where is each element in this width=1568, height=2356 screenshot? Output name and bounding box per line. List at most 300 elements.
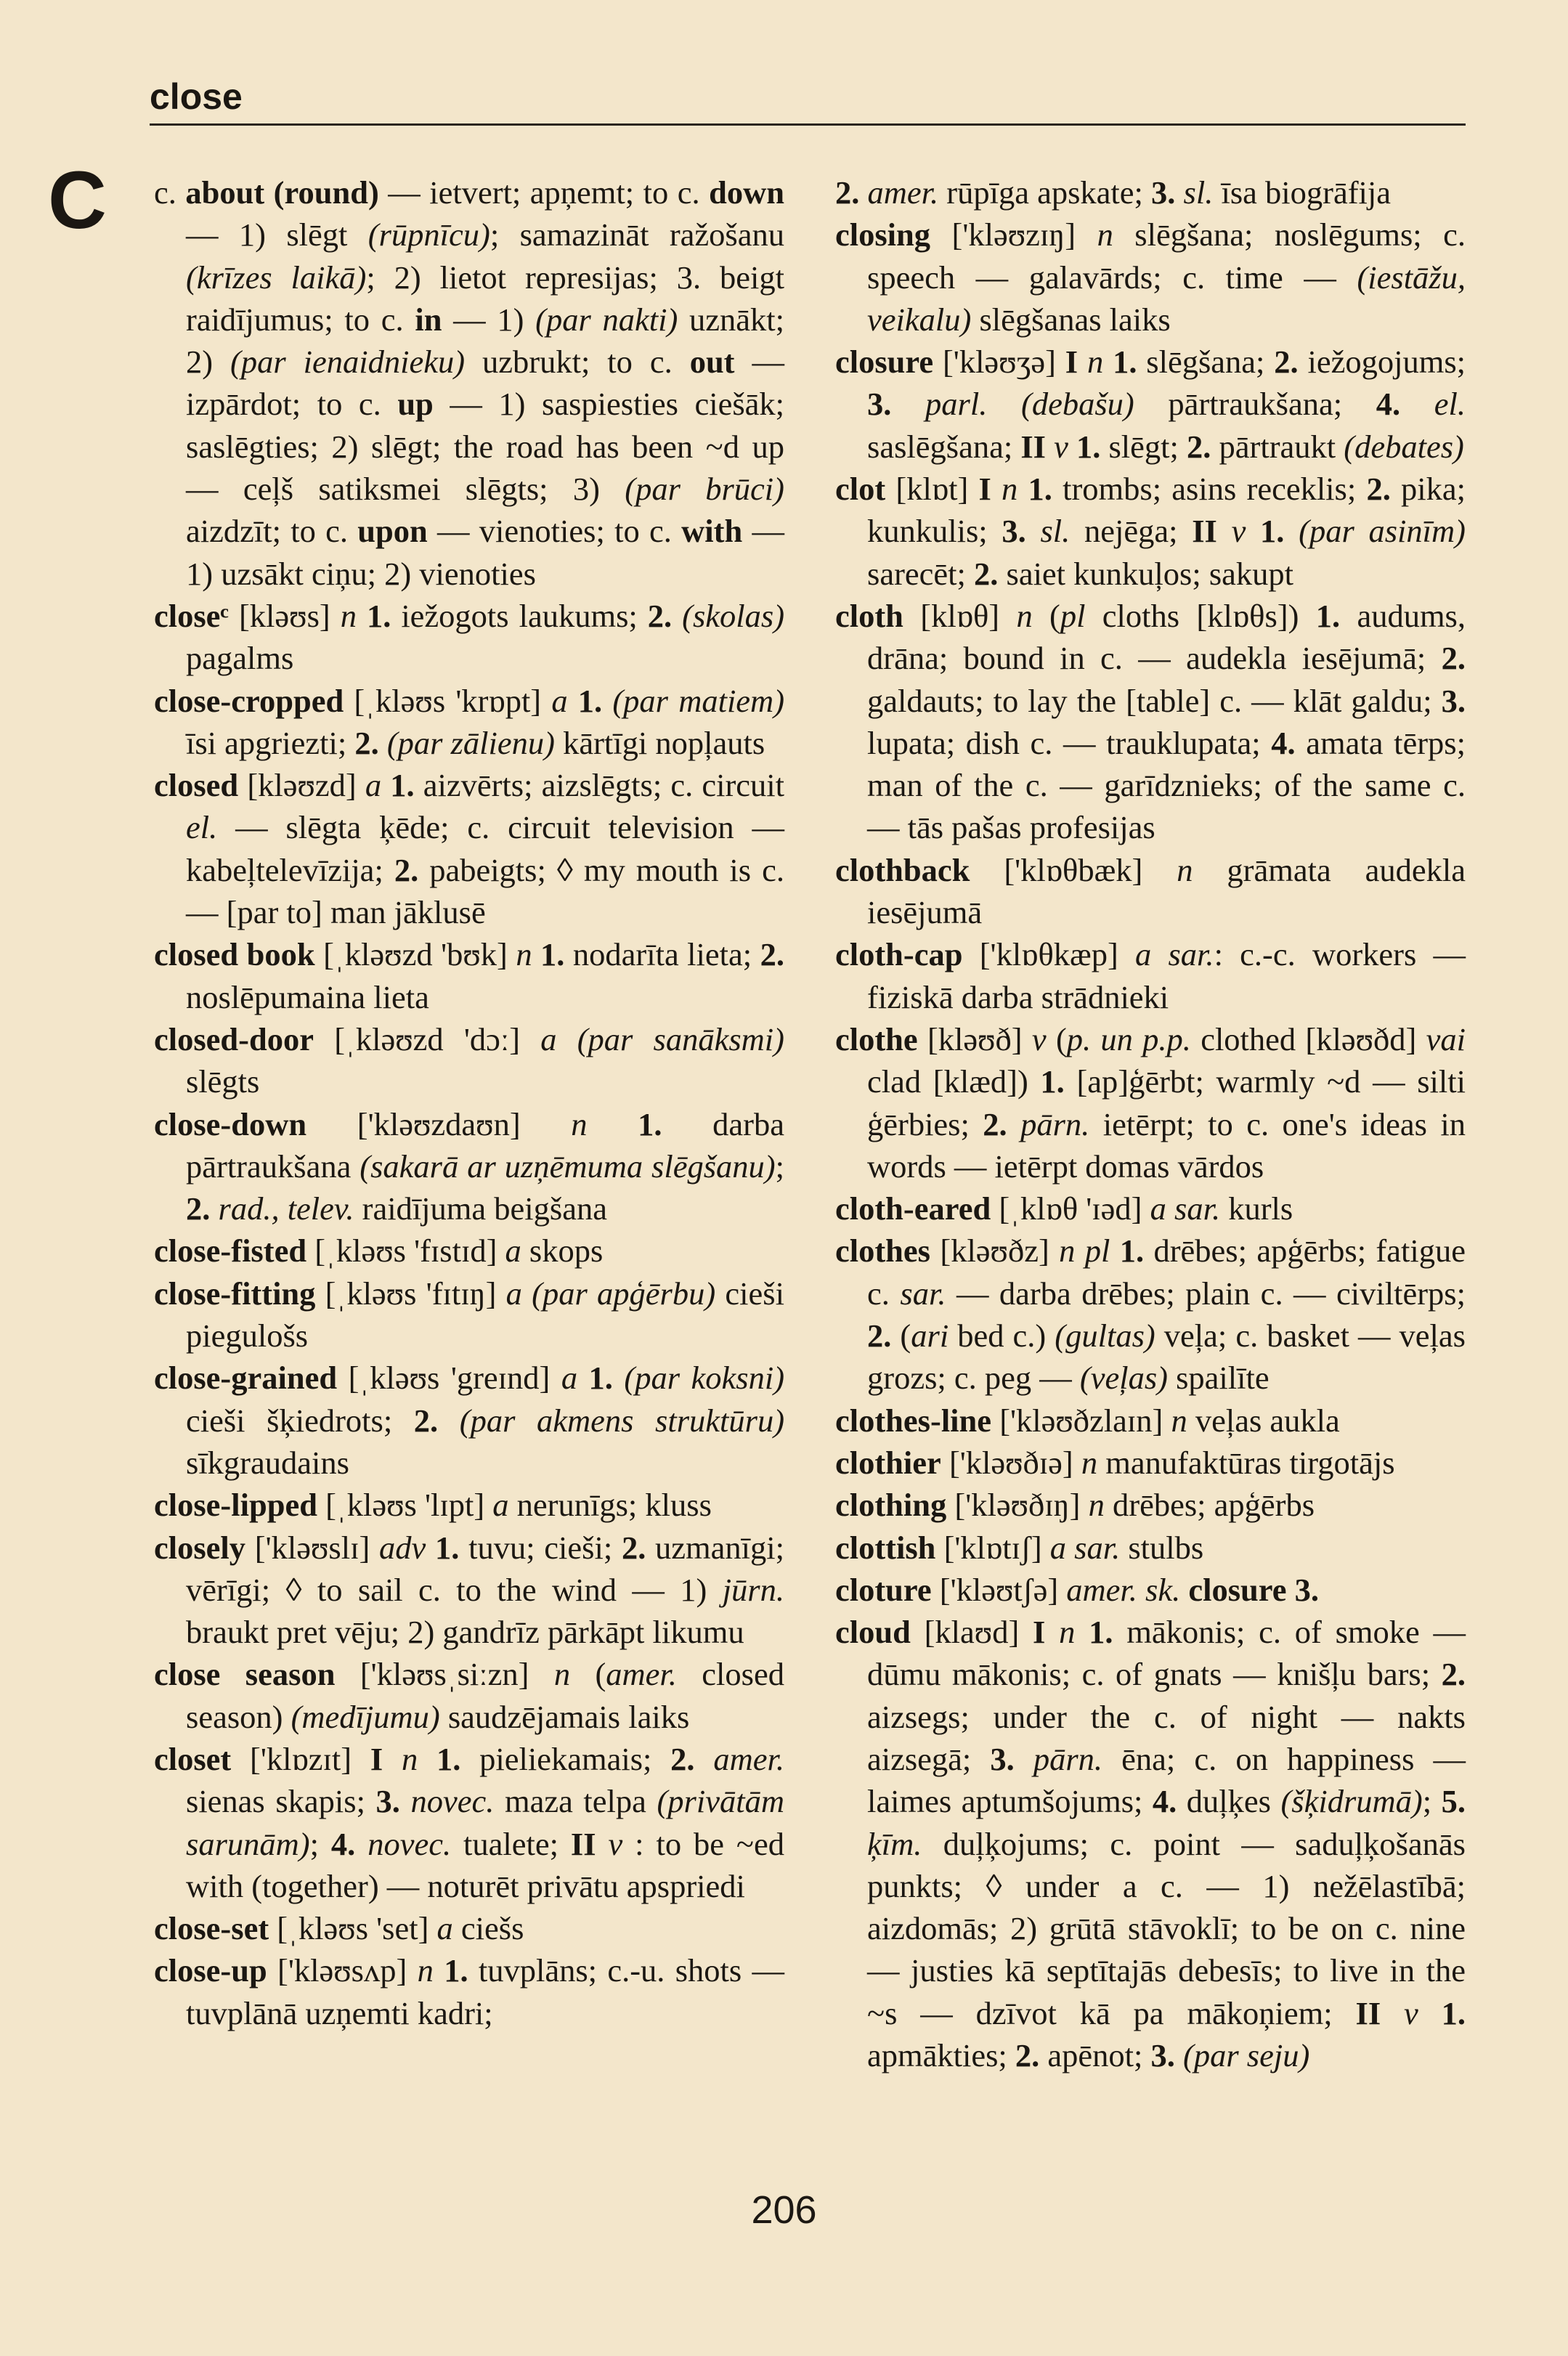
entry-text [1180,1572,1188,1608]
entry-text: rūpīga apskate; [938,174,1152,211]
dictionary-entry [154,680,784,765]
entry-label: a (par apģērbu) [505,1275,716,1312]
entry-label: (par nakti) [535,301,678,338]
entry-text: ['kləʊðɪŋ] [946,1487,1089,1524]
entry-text [400,1783,411,1819]
entry-text: ['kləʊsʌp] [267,1952,418,1989]
left-column [154,171,784,2034]
entry-text: aizsegs; under the c. of night — nakts aizsegā; [867,1698,1466,1777]
entry-text: ietērpt; to c. one's ideas in words — ietērpt domas vārdos [867,1105,1466,1185]
entry-headword: close-up [154,1952,267,1989]
entry-text [383,1741,402,1777]
dictionary-entry [835,171,1466,214]
entry-text [1046,428,1054,465]
entry-headword: close season [154,1656,336,1693]
entry-headword: clothes [835,1232,931,1270]
entry-label: (par asinīm) [1299,513,1466,550]
entry-label: pārn. [1033,1740,1103,1777]
entry-label: amer. [606,1656,677,1693]
entry-label: (skolas) [682,597,785,634]
sense-marker: 3. [375,1783,400,1820]
entry-label: n [1088,1487,1105,1524]
entry-label: novec. [410,1783,495,1820]
sense-marker: 2. [394,851,419,888]
dictionary-entry [835,1230,1466,1399]
dictionary-entry [835,933,1466,1018]
entry-text [355,1826,367,1862]
sense-marker: 2. [983,1105,1007,1142]
entry-label: n [1171,1402,1187,1439]
entry-text: ['kləʊslɪ] [245,1529,379,1566]
entry-text: nejēga; [1070,513,1193,550]
entry-label: n [1059,1614,1076,1651]
entry-label: (iestāžu, veikalu) [867,259,1466,338]
entry-text: [ˌkləʊs 'lɪpt] [317,1487,493,1524]
dictionary-entry [835,214,1466,341]
entry-text [1103,344,1113,380]
entry-text: darba pārtraukšana [186,1105,785,1185]
entry-label: amer. [867,174,939,211]
dictionary-entry [154,1357,784,1484]
entry-text [1381,1995,1404,2031]
entry-text: ['kləʊzɪŋ] [930,216,1097,253]
entry-label: n [1086,344,1104,381]
entry-text: sienas skapis; [186,1783,376,1820]
entry-headword: clot [835,471,886,508]
dictionary-entry [154,1230,784,1272]
dictionary-entry [154,595,784,680]
entry-label: sar. [900,1275,946,1312]
sense-marker: 1. [577,682,603,719]
entry-text: noslēpumaina lieta [186,978,429,1015]
dictionary-entry [154,1272,784,1357]
entry-text: [klaʊd] [910,1614,1033,1651]
entry-label: (par seju) [1183,2037,1310,2074]
entry-text [695,1741,714,1777]
entry-headword: clothier [835,1444,941,1481]
entry-text: lupata; dish c. — trauklupata; [867,724,1272,761]
entry-label: sl. [1183,174,1214,211]
entry-label: vai [1426,1020,1466,1057]
entry-label: amer. [713,1740,784,1777]
sense-marker: 1. [444,1952,468,1989]
sense-marker: 1. [1441,1994,1466,2031]
entry-label: (debates) [1344,428,1464,465]
entry-text: : to be ~ed with (together) — noturēt privātu apspriedi [186,1825,785,1904]
entry-text: pārtraukt [1211,428,1344,465]
entry-text: : c.-c. workers — fiziskā darba strādnieki [867,936,1466,1015]
entry-text [1017,471,1028,507]
entry-label: n [1081,1444,1098,1481]
sense-marker: 2. [670,1740,695,1777]
entry-headword: close-lipped [154,1487,317,1524]
entry-text: nerunīgs; kluss [508,1487,712,1524]
entry-text [568,683,578,719]
sense-marker: 1. [1076,428,1101,465]
entry-text: pika; kunkulis; [867,471,1466,550]
sense-marker: 1. [588,1360,613,1397]
sense-marker: down [709,174,784,211]
entry-headword: cloture [835,1571,932,1608]
sense-marker: 1. [1089,1614,1113,1651]
entry-text [1110,1232,1119,1269]
entry-text [1026,513,1041,549]
entry-label: (par akmens struktūru) [459,1402,785,1439]
entry-text: [ˌkləʊs 'krɒpt] [344,682,552,719]
entry-text: ciešs [452,1910,524,1947]
entry-label: ari [911,1317,949,1354]
entry-text: slēgšanas laiks [971,301,1171,338]
entry-text: clothed [kləʊðd] [1190,1020,1426,1057]
entry-text: amata tērps; man of the c. — garīdznieks; of the same c. — tās pašas profesijas [867,724,1466,846]
entry-text: ; [309,1825,331,1862]
entry-headword: closet [154,1740,232,1777]
entry-text: [kləʊðz] [930,1232,1060,1270]
entry-text [438,1402,460,1439]
entry-text: ['klɒθbæk] [970,851,1177,888]
entry-text: īsi apgriezti; [186,724,355,761]
entry-label: n [1016,597,1033,634]
sense-marker: 1. [366,597,391,634]
entry-label: el. [1434,386,1466,423]
entry-label: a [505,1232,521,1270]
entry-text [1068,428,1076,465]
entry-label: a [551,682,568,719]
entry-headword: close-down [154,1105,307,1142]
entry-text: pabeigts; ◊ my mouth is c. — [par to] man jāklusē [186,851,784,931]
entry-text: iežogots laukums; [391,597,648,634]
entry-text: aizdzīt; to c. [186,513,358,550]
entry-text [602,683,612,719]
entry-text: saudzējamais laiks [439,1698,690,1735]
entry-label: n [417,1952,434,1989]
sense-marker: 2. [1366,471,1391,508]
dictionary-entry [835,1527,1466,1569]
entry-label: (veļas) [1079,1360,1168,1397]
entry-text: ['kləʊzdaʊn] [306,1105,572,1142]
entry-text [418,1741,436,1777]
entry-text: drēbes; apģērbs; fatigue c. [867,1232,1466,1312]
entry-headword: clothes-line [835,1402,992,1439]
dictionary-entry [835,468,1466,595]
entry-text: — ietvert; apņemt; to c. [378,174,710,211]
dictionary-entry [835,1400,1466,1442]
dictionary-entry [154,1907,784,1949]
entry-headword: cloth-eared [835,1190,991,1227]
entry-text: ['kləʊtʃə] [931,1571,1067,1608]
sense-marker: 2. [1441,640,1466,677]
entry-text [357,598,367,634]
entry-text: kārtīgi nopļauts [554,724,765,761]
sense-marker: I [370,1740,383,1777]
sense-marker: 1. [540,936,565,973]
entry-headword: close-fisted [154,1232,307,1270]
entry-headword: clothback [835,851,970,888]
entry-label: a [365,767,382,804]
entry-text: skops [521,1232,604,1270]
entry-label: v [1054,428,1068,465]
dictionary-entry [154,1653,784,1738]
entry-text [1045,1614,1059,1650]
letter-tab: C [48,155,107,245]
entry-label: a (par sanāksmi) [540,1020,784,1057]
entry-headword: cloth [835,597,903,634]
entry-label: n [571,1105,588,1142]
sense-marker: out [689,344,735,381]
entry-label: v [608,1825,623,1862]
entry-headword: closing [835,216,931,253]
entry-label: n [340,597,357,634]
dictionary-entry [835,849,1466,934]
entry-text: [ˌkləʊzd 'bʊk] [314,936,516,973]
sense-marker: 4. [330,1825,356,1862]
entry-text: — 1) [442,301,536,338]
sense-marker: I [1033,1614,1046,1651]
dictionary-entry [835,1569,1466,1611]
entry-headword: closure [835,344,934,381]
entry-headword: closed [154,767,239,804]
entry-text: — 1) slēgt [186,216,368,253]
entry-text: ; 2) lietot represijas; 3. beigt raidījumus; to c. [186,259,784,338]
entry-text [381,767,390,803]
entry-text [672,598,682,634]
entry-text [1284,513,1299,549]
entry-label: v [1231,513,1246,550]
entry-label: (gultas) [1055,1317,1155,1354]
entry-text: sarecēt; [867,555,974,592]
entry-label: (par matiem) [612,682,785,719]
entry-label: novec. [367,1825,452,1862]
entry-text [987,386,1021,422]
sense-marker: 1. [435,1529,460,1566]
entry-headword: closed book [154,936,315,973]
entry-text: [klɒt] [885,471,979,508]
entry-text: [ˌkləʊzd 'dɔː] [314,1020,541,1057]
entry-text: [ˌklɒθ 'ɪəd] [991,1190,1150,1227]
dictionary-entry [154,933,784,1018]
sense-marker: about (round) [185,174,379,211]
entry-text: uzbrukt; to c. [465,344,690,381]
entry-text: cieši piegulošs [186,1275,784,1354]
entry-headword: clothing [835,1487,947,1524]
entry-text: ['kləʊðzlaɪn] [991,1402,1171,1439]
entry-text: spailīte [1167,1360,1270,1397]
entry-text: duļķes [1177,1783,1281,1820]
sense-marker: 2. [647,597,673,634]
entry-text: ; [1422,1783,1442,1820]
entry-text [434,1952,444,1989]
entry-label: a [436,1910,453,1947]
entry-headword: close-fitting [154,1275,316,1312]
dictionary-entry [154,1949,784,2034]
entry-headword: closeᶜ [154,597,229,634]
entry-text: apēnot; [1039,2037,1151,2074]
sense-marker: 4. [1152,1783,1177,1820]
entry-text: slēgts [186,1063,260,1100]
entry-label: (par koksni) [624,1360,785,1397]
entry-label: amer. sk. [1066,1571,1181,1608]
entry-headword: close-set [154,1910,269,1947]
entry-text: [ˌkləʊs 'fɪtɪŋ] [315,1275,506,1312]
sense-marker: II [1192,513,1217,550]
sense-marker: in [415,301,442,338]
entry-label: a sar. [1135,936,1214,973]
sense-marker: 5. [1441,1783,1466,1820]
entry-headword: closed-door [154,1020,314,1057]
entry-text: braukt pret vēju; 2) gandrīz pārkāpt likumu [186,1614,744,1651]
entry-text [1217,513,1232,549]
entry-text: tuvu; cieši; [459,1529,622,1566]
entry-text [1075,1614,1089,1650]
entry-text [891,386,925,422]
entry-label: (sakarā ar uzņēmuma slēgšanu) [359,1147,776,1185]
entry-text: [ap]ģērbt; warmly ~d — silti ģērbies; [867,1063,1466,1142]
page-number: 206 [751,2188,817,2232]
entry-text: — darba drēbes; plain c. — civiltērps; [946,1275,1466,1312]
entry-label: n [1002,471,1018,508]
entry-text [1175,2037,1183,2073]
entry-text: [ˌkləʊs 'set] [269,1910,437,1947]
sense-marker: 3. [867,386,892,423]
entry-text: duļķojums; c. point — saduļķošanās punkts; ◊ under a c. — 1) nežēlastībā; aizdomās; 2) grūtā stāvoklī; to be on c. nine — justies kā septītajās debesīs; to live in the ~s — dzīvot kā pa mākoņiem; [867,1825,1466,2031]
entry-text: — vienoties; to c. [427,513,682,550]
entry-label: a sar. [1150,1190,1221,1227]
entry-headword: clothe [835,1020,918,1057]
entry-text: raidījuma beigšana [354,1190,607,1227]
entry-label: jūrn. [722,1571,784,1608]
entry-text [1007,1106,1020,1142]
entry-headword: close-grained [154,1360,338,1397]
sense-marker: 2. [413,1402,439,1439]
running-header: close [150,76,243,117]
entry-label: p. un p.p. [1066,1020,1191,1057]
dictionary-entry [154,1103,784,1230]
entry-text: īsa biogrāfija [1213,174,1391,211]
entry-text: ['klɒzɪt] [231,1740,370,1777]
entry-headword: cloud [835,1614,911,1651]
entry-text: ['kləʊsˌsiːzn] [335,1656,554,1693]
entry-text: iežogojums; [1298,344,1466,381]
sense-marker: 2. [621,1529,646,1566]
entry-label: ķīm. [867,1825,922,1862]
entry-text: ( [1046,1020,1067,1057]
entry-headword: clottish [835,1529,936,1566]
sense-marker: 2. [1274,344,1299,381]
entry-label: v [1031,1020,1047,1057]
header-rule [150,123,1466,126]
entry-text [1418,1995,1442,2031]
entry-text: slēgt; [1100,428,1187,465]
sense-marker: 1. [1028,471,1052,508]
dictionary-entry [835,1018,1466,1187]
entry-text: grāmata audekla iesējumā [867,851,1466,931]
entry-text: ['kləʊðɪə] [941,1444,1081,1481]
entry-text [991,471,1002,507]
entry-text: galdauts; to lay the [table] c. — klāt galdu; [867,682,1442,719]
entry-label: (par zālienu) [386,724,555,761]
entry-label: sl. [1040,513,1071,550]
dictionary-entry [835,341,1466,468]
entry-text: uzmanīgi; vērīgi; ◊ to sail c. to the wind — 1) [186,1529,784,1608]
entry-text [859,174,867,211]
entry-label: n [516,936,532,973]
entry-label: parl. [925,386,988,423]
entry-text: bed c.) [948,1317,1055,1354]
sense-marker: I [978,471,991,508]
dictionary-entry [835,1484,1466,1526]
entry-text: mākonis; c. of smoke — dūmu mākonis; c. of gnats — knišļu bars; [867,1614,1466,1693]
entry-text: [ˌkləʊs 'fɪstɪd] [306,1232,505,1270]
entry-label: n pl [1059,1232,1110,1270]
entry-headword: cloth-cap [835,936,963,973]
sense-marker: II [570,1825,596,1862]
entry-label: a sar. [1049,1529,1121,1566]
entry-text: drēbes; apģērbs [1104,1487,1315,1524]
entry-text [613,1360,624,1396]
sense-marker: 2. [1441,1656,1466,1693]
sense-marker: 2. [974,555,999,592]
entry-text [1175,174,1183,211]
entry-text: clad [klæd]) [867,1063,1041,1100]
entry-text [1078,344,1087,380]
sense-marker: 3. [1441,682,1466,719]
dictionary-entry [835,1187,1466,1230]
dictionary-entry [835,1442,1466,1484]
entry-text: ( [891,1317,911,1354]
entry-text [1400,386,1434,422]
sense-marker: upon [357,513,428,550]
entry-text: [kləʊzd] [238,767,365,804]
sense-marker: 2. [1187,428,1211,465]
dictionary-entry [154,1738,784,1907]
entry-label: a [492,1487,509,1524]
entry-text: ; [775,1147,784,1185]
entry-text: veļas aukla [1187,1402,1340,1439]
entry-text: cieši šķiedrots; [186,1402,414,1439]
entry-text: [kləʊs] [228,597,341,634]
entry-text: slēgšana; [1137,344,1275,381]
entry-text: [klɒθ] [903,597,1017,634]
entry-text: pārtraukšana; [1134,386,1376,423]
entry-text [379,725,387,761]
entry-text: ēna; c. on happiness — laimes aptumšojums; [867,1740,1466,1820]
entry-text: saslēgšana; [867,428,1021,465]
entry-text: kurls [1220,1190,1293,1227]
entry-text: nodarīta lieta; [564,936,760,973]
sense-marker: 1. [1119,1232,1145,1270]
entry-label: a [561,1360,578,1397]
entry-text: slēgšana; noslēgums; c. speech — galavārds; c. time — [867,216,1466,296]
entry-text: ( [1032,597,1060,634]
sense-marker: with [681,513,743,550]
entry-label: (rūpnīcu) [367,216,490,253]
sense-marker: 3. [1151,174,1176,211]
sense-marker: II [1020,428,1046,465]
entry-text: cloths [klɒθs]) [1085,597,1316,634]
sense-marker: 2. [186,1190,211,1227]
sense-marker: 4. [1271,724,1296,761]
entry-text: — izpārdot; to c. [186,344,784,423]
entry-text: stulbs [1120,1529,1204,1566]
entry-text: closed season) [186,1656,784,1735]
sense-marker: 3. [1002,513,1026,550]
sense-marker: 1. [1113,344,1137,381]
entry-text: manufaktūras tirgotājs [1097,1444,1395,1481]
sense-marker: 2. [760,936,784,973]
entry-text: saiet kunkuļos; sakupt [998,555,1294,592]
sense-marker: 2. [867,1317,892,1354]
entry-text: trombs; asins receklis; [1052,471,1367,508]
